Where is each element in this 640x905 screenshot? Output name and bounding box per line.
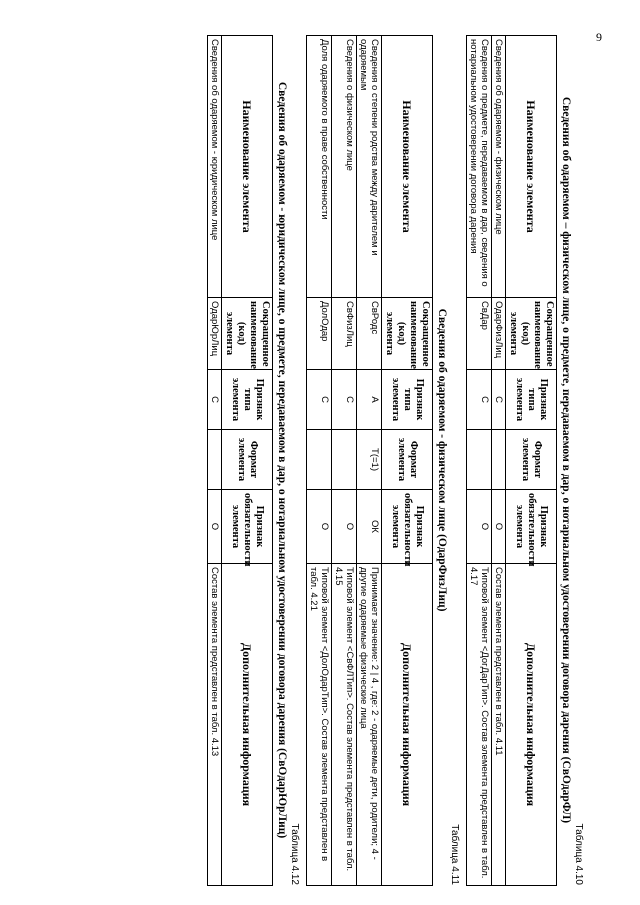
table-caption: Таблица 4.11: [449, 824, 460, 885]
table-4-10: [466, 35, 557, 886]
cell-type: С: [332, 370, 357, 430]
header-format: Формат элемента: [506, 430, 557, 490]
cell-info: Состав элемента представлен в табл. 4.11: [492, 564, 506, 886]
header-code: Сокращенное наименование (код) элемента: [222, 298, 273, 370]
cell-name: Сведения о физическом лице: [332, 36, 357, 298]
table-4-12: [207, 35, 273, 886]
header-required: Признак обязательности элемента: [382, 490, 433, 564]
header-type: Признак типа элемента: [382, 370, 433, 430]
table-title: Сведения об одаряемом – физическом лице, о предмете, передаваемом в дар, о нотариальном удостоверении договора дарения (СвОдарФЛ): [560, 96, 572, 824]
cell-info: Типовой элемент <ДолОдарТип>. Состав элемента представлен в табл. 4.21: [307, 564, 332, 886]
cell-type: С: [307, 370, 332, 430]
cell-name: Доля одаряемого в праве собственности: [307, 36, 332, 298]
table-caption: Таблица 4.10: [573, 823, 584, 885]
header-format: Формат элемента: [382, 430, 433, 490]
header-required: Признак обязательности элемента: [506, 490, 557, 564]
table-4-11: [306, 35, 433, 886]
header-required: Признак обязательности элемента: [222, 490, 273, 564]
cell-info: Принимает значение: 2 | 4 , где: 2 - одаряемые дети, родители; 4 - другие одаряемые физические лица: [357, 564, 382, 886]
cell-type: С: [467, 370, 492, 430]
cell-info: Состав элемента представлен в табл. 4.13: [208, 564, 222, 886]
cell-code: ДолОдар: [307, 298, 332, 370]
header-code: Сокращенное наименование (код) элемента: [382, 298, 433, 370]
cell-format: [208, 430, 222, 490]
table-caption: Таблица 4.12: [289, 823, 300, 885]
table-row: [467, 36, 492, 886]
table-row: [307, 36, 332, 886]
cell-type: С: [208, 370, 222, 430]
header-info: Дополнительная информация: [506, 564, 557, 886]
rotated-page-content: [70, 35, 590, 885]
cell-required: О: [307, 490, 332, 564]
cell-required: О: [467, 490, 492, 564]
table-row: [332, 36, 357, 886]
header-type: Признак типа элемента: [506, 370, 557, 430]
table-row: [357, 36, 382, 886]
cell-format: [332, 430, 357, 490]
cell-format: [467, 430, 492, 490]
cell-name: Сведения о степени родства между дарителем и одаряемым: [357, 36, 382, 298]
cell-format: T(=1): [357, 430, 382, 490]
cell-name: Сведения об одаряемом - юридическом лице: [208, 36, 222, 298]
cell-code: ОдарЮрЛиц: [208, 298, 222, 370]
cell-info: Типовой элемент <ДогДарТип>. Состав элемента представлен в табл. 4.17: [467, 564, 492, 886]
cell-format: [492, 430, 506, 490]
table-title: Сведения об одаряемом - физическом лице (ОдарФизЛиц): [436, 308, 448, 612]
cell-format: [307, 430, 332, 490]
cell-type: А: [357, 370, 382, 430]
page-number: 9: [596, 30, 602, 44]
header-format: Формат элемента: [222, 430, 273, 490]
cell-required: О: [332, 490, 357, 564]
cell-type: С: [492, 370, 506, 430]
cell-code: СвРодс: [357, 298, 382, 370]
cell-required: О: [208, 490, 222, 564]
cell-code: СвФизЛиц: [332, 298, 357, 370]
cell-required: ОК: [357, 490, 382, 564]
cell-name: Сведения о предмете, передаваемом в дар, сведения о нотариальном удостоверении договора дарения: [467, 36, 492, 298]
header-name: Наименование элемента: [506, 36, 557, 298]
table-row: [492, 36, 506, 886]
cell-code: СвДар: [467, 298, 492, 370]
header-name: Наименование элемента: [222, 36, 273, 298]
header-info: Дополнительная информация: [222, 564, 273, 886]
table-row: [208, 36, 222, 886]
header-type: Признак типа элемента: [222, 370, 273, 430]
table-title: Сведения об одаряемом - юридическом лице, о предмете, передаваемом в дар, о нотариальном удостоверении договора дарения (СвОдарЮрЛиц): [276, 81, 288, 839]
cell-code: ОдарФизЛиц: [492, 298, 506, 370]
cell-name: Сведения об одаряемом - физическом лице: [492, 36, 506, 298]
cell-required: О: [492, 490, 506, 564]
header-info: Дополнительная информация: [382, 564, 433, 886]
header-code: Сокращенное наименование (код) элемента: [506, 298, 557, 370]
cell-info: Типовой элемент <СвФЛТип>. Состав элемента представлен в табл. 4.15: [332, 564, 357, 886]
header-name: Наименование элемента: [382, 36, 433, 298]
